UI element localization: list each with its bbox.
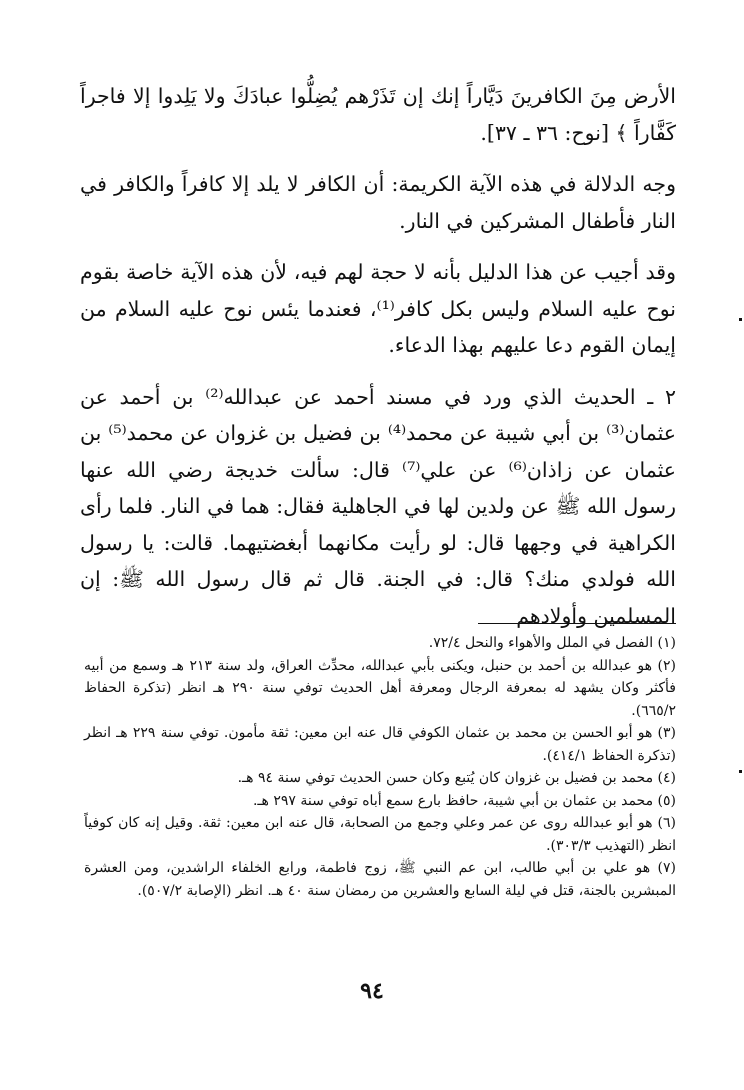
footnote-3: (٣) هو أبو الحسن بن محمد بن عثمان الكوفي قال عنه ابن معين: ثقة مأمون. توفي سنة ٢٢٩ هـ انظر (تذكرة الحفاظ ٤١٤/١). xyxy=(84,725,676,764)
footnote-4: (٤) محمد بن فضيل بن غزوان كان يُتبع وكان حسن الحديث توفي سنة ٩٤ هـ. xyxy=(237,770,676,786)
margin-mark xyxy=(739,318,742,321)
footnote-7: (٧) هو علي بن أبي طالب، ابن عم النبي ﷺ، زوج فاطمة، ورابع الخلفاء الراشدين، ومن العشرة المبشرين بالجنة، قتل في ليلة السابع والعشرين من رمضان سنة ٤٠ هـ. انظر (الإصابة ٥٠٧/٢). xyxy=(84,860,676,899)
footnote-5: (٥) محمد بن عثمان بن أبي شيبة، حافظ بارع سمع أباه توفي سنة ٢٩٧ هـ. xyxy=(252,792,676,809)
margin-mark xyxy=(739,770,742,773)
footnote-2: (٢) هو عبدالله بن أحمد بن حنبل، ويكنى بأبي عبدالله، محدِّث العراق، ولد سنة ٢١٣ هـ وسمع من أبيه فأكثر وكان يشهد له بمعرفة الرجال ومعرفة أهل الحديث توفي سنة ٢٩٠ هـ انظر (تذكرة الحفاظ ٦٦٥/٢). xyxy=(84,657,676,719)
main-text xyxy=(80,78,676,634)
page-number: ٩٤ xyxy=(360,978,384,1004)
body-paragraph-2: وجه الدلالة في هذه الآية الكريمة: أن الكافر لا يلد إلا كافراً والكافر في النار فأطفال المشركين في النار. xyxy=(80,172,676,233)
footnote-divider xyxy=(478,623,676,624)
body-paragraph-4: ٢ ـ الحديث الذي ورد في مسند أحمد عن عبدالله⁽²⁾ بن أحمد عن عثمان⁽³⁾ بن أبي شيبة عن محمد⁽⁴⁾ بن فضيل بن غزوان عن محمد⁽⁵⁾ بن عثمان عن زاذان⁽⁶⁾ عن علي⁽⁷⁾ قال: سألت خديجة رضي الله عنها رسول الله ﷺ عن ولدين لها في الجاهلية فقال: هما في النار. فلما رأى الكراهية في وجهها قال: لو رأيت مكانهما أبغضتيهما. قالت: يا رسول الله فولدي منك؟ قال: في الجنة. قال ثم قال رسول الله ﷺ: إن المسلمين وأولادهم xyxy=(80,384,677,628)
footnote-6: (٦) هو أبو عبدالله روى عن عمر وعلي وجمع من الصحابة، قال عنه ابن معين: ثقة. وقيل إنه كان كوفياً انظر (التهذيب ٣٠٣/٣). xyxy=(84,815,676,854)
footnotes xyxy=(84,632,676,902)
body-paragraph-1: الأرض مِنَ الكافرينَ دَيَّاراً إنك إن تَذَرْهم يُضِلُّوا عبادَكَ ولا يَلِدوا إلا فاجراً كَفَّاراً ﴾ [نوح: ٣٦ ـ ٣٧]. xyxy=(80,84,676,145)
body-paragraph-3: وقد أجيب عن هذا الدليل بأنه لا حجة لهم فيه، لأن هذه الآية خاصة بقوم نوح عليه السلام وليس بكل كافر⁽¹⁾، فعندما يئس نوح عليه السلام من إيمان القوم دعا عليهم بهذا الدعاء. xyxy=(80,260,676,357)
footnote-1: (١) الفصل في الملل والأهواء والنحل ٧٢/٤. xyxy=(428,635,676,651)
